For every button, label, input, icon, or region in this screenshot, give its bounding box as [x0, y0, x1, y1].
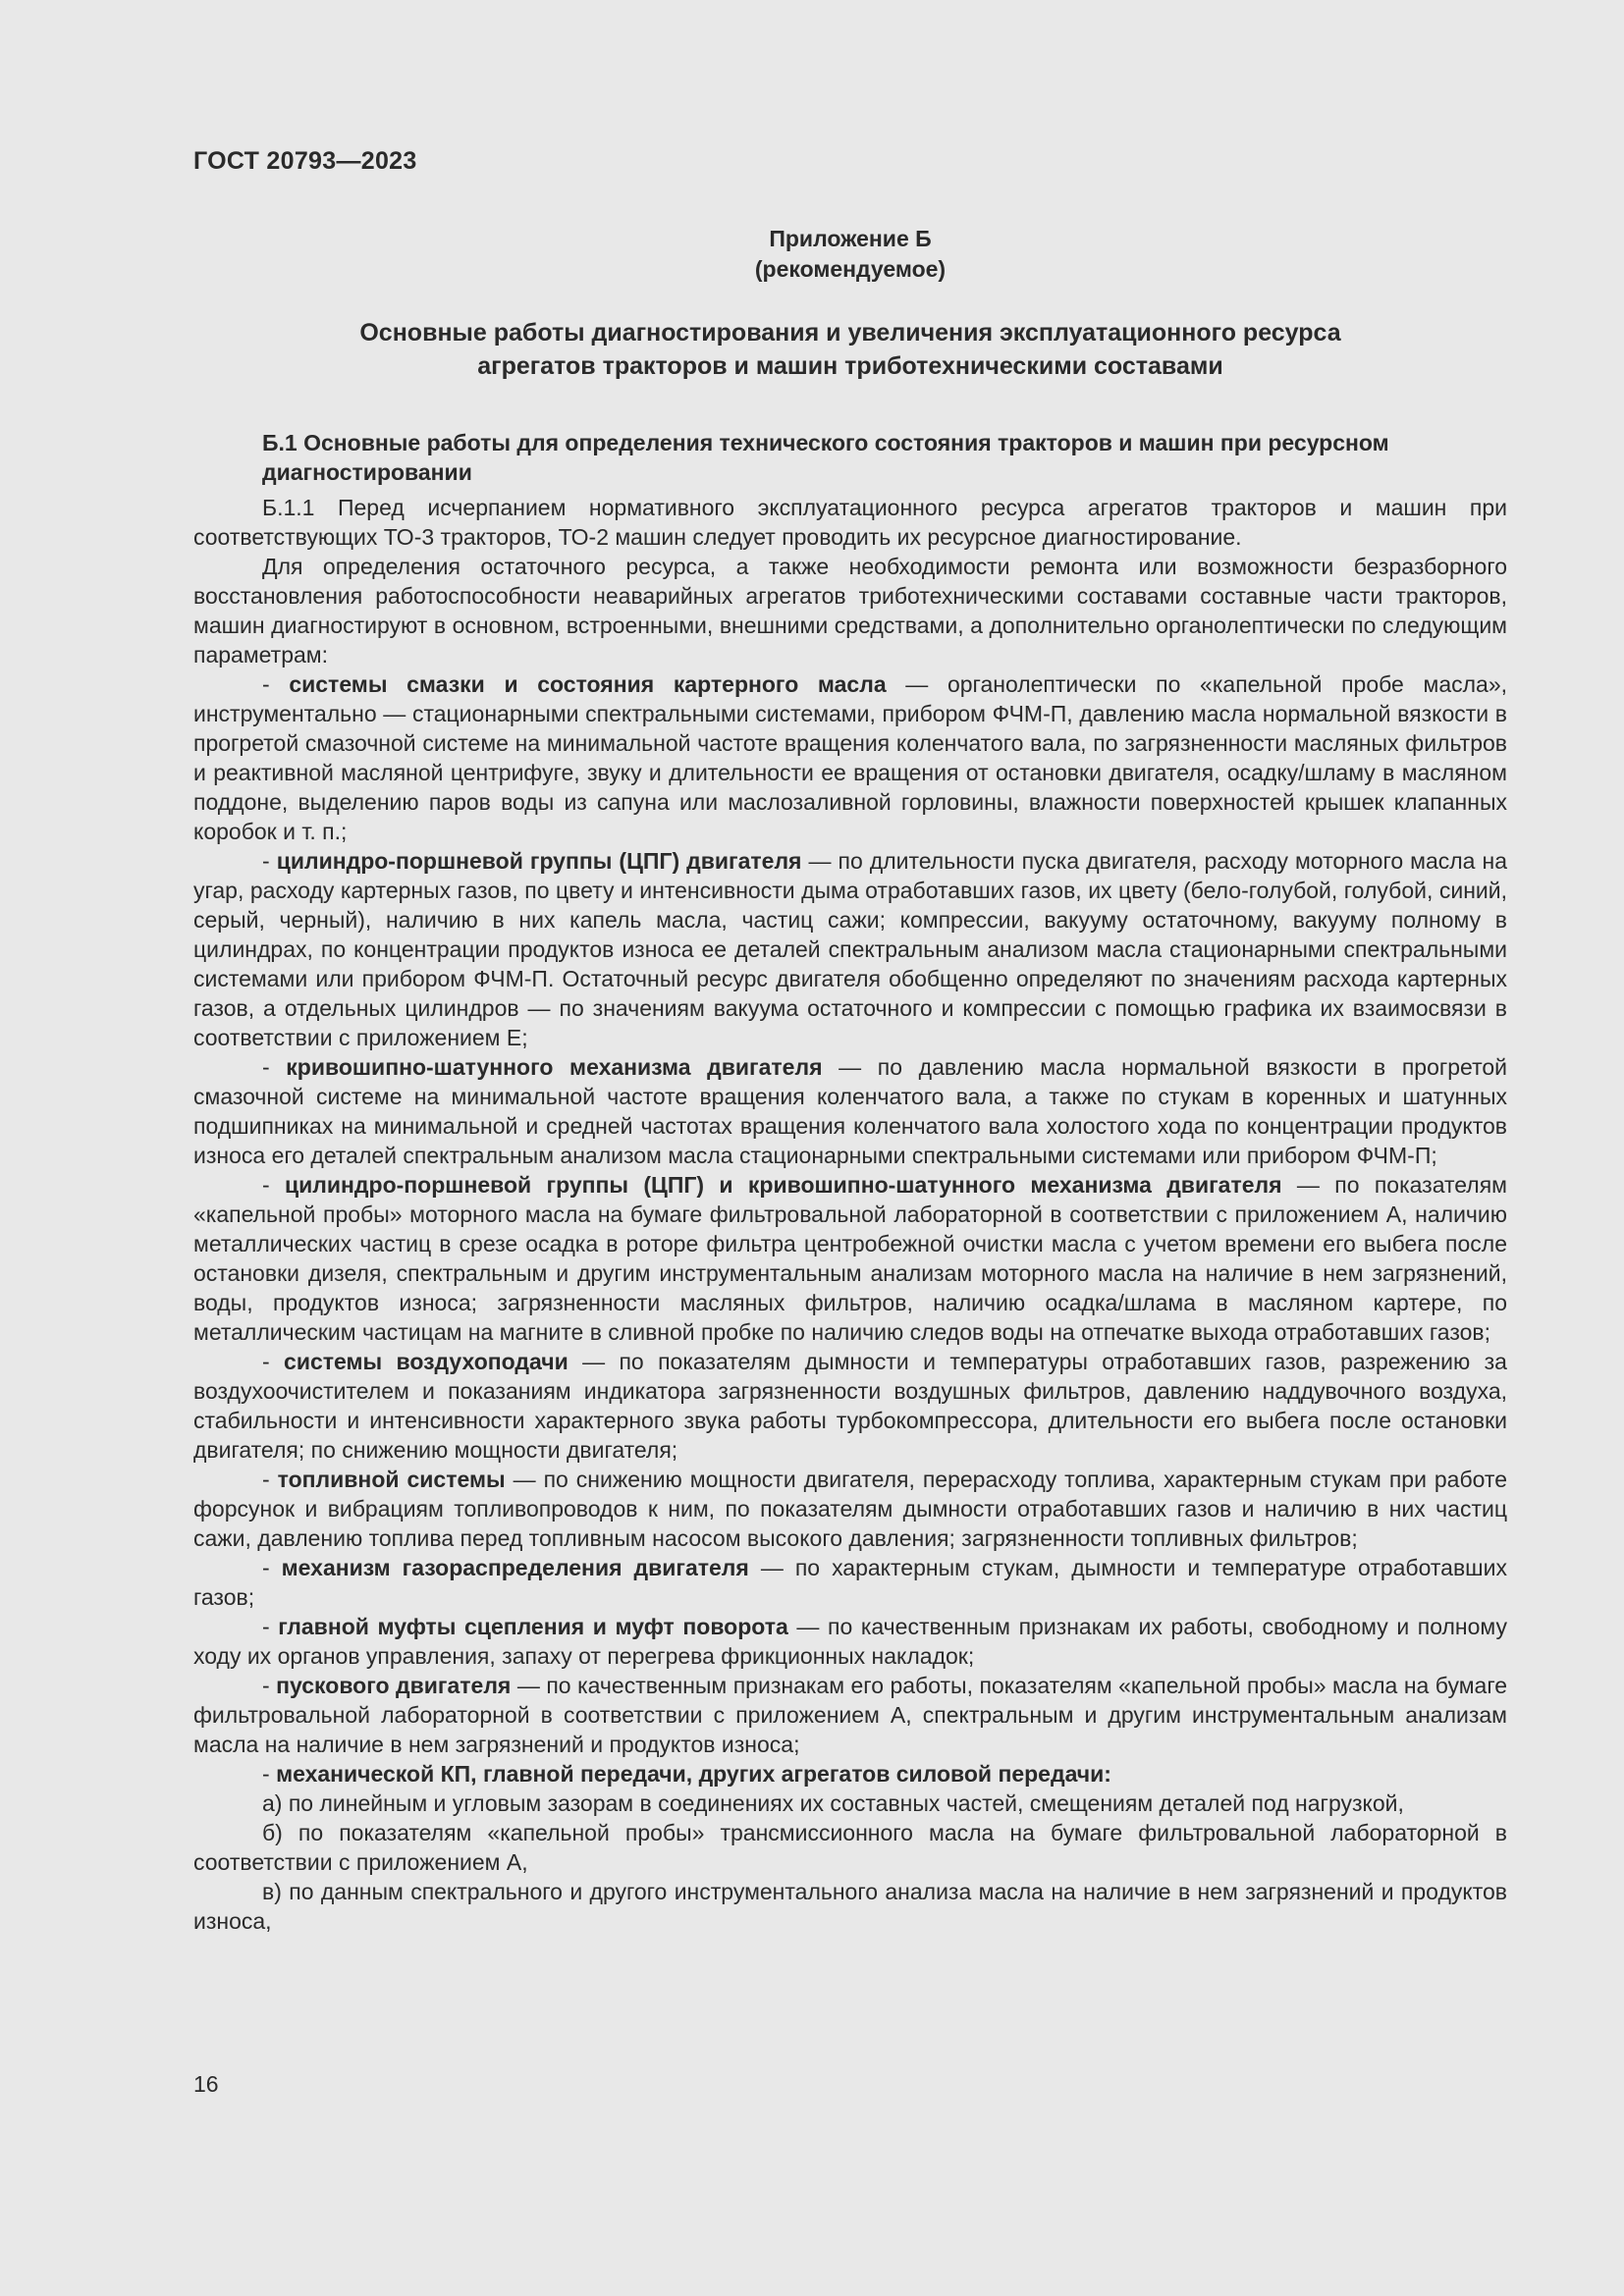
- list-item-term: топливной системы: [277, 1467, 506, 1492]
- list-item: - пускового двигателя — по качественным признакам его работы, показателям «капельной пробы» масла на бумаге фильтровальной лабораторной в соответствии с приложением А, спектральным и другим инструментальным анализам масла на наличие в нем загрязнений и продуктов износа;: [193, 1673, 1507, 1757]
- list-item-term: механизм газораспределения двигателя: [281, 1555, 749, 1580]
- appendix-block: [193, 224, 1507, 285]
- appendix-status: (рекомендуемое): [754, 256, 947, 282]
- list-item-term: пускового двигателя: [276, 1673, 512, 1698]
- page-number: 16: [193, 2071, 219, 2097]
- list-item-term: кривошипно-шатунного механизма двигателя: [286, 1054, 823, 1080]
- list-item-text: — по показателям «капельной пробы» моторного масла на бумаге фильтровальной лабораторной в соответствии с приложением А, наличию металлических частиц в срезе осадка в роторе фильтра центробежной очистки масла с учетом времени его выбега после остановки дизеля, спектральным и другим инструментальным анализам моторного масла на наличие в нем загрязнений, воды, продуктов износа; загрязненности масляных фильтров, наличию осадка/шлама в масляном картере, по металлическим частицам на магните в сливной пробке по наличию следов воды на отпечатке выхода отработавших газов;: [193, 1172, 1507, 1345]
- paragraph: Б.1.1 Перед исчерпанием нормативного эксплуатационного ресурса агрегатов тракторов и машин при соответствующих ТО-3 тракторов, ТО-2 машин следует проводить их ресурсное диагностирование.: [193, 495, 1507, 550]
- list-item-term: системы воздухоподачи: [284, 1349, 568, 1374]
- list-item-term: системы смазки и состояния картерного масла: [289, 671, 887, 697]
- list-item-text: — по качественным признакам его работы, показателям «капельной пробы» масла на бумаге фильтровальной лабораторной в соответствии с приложением А, спектральным и другим инструментальным анализам масла на наличие в нем загрязнений и продуктов износа;: [193, 1673, 1507, 1757]
- list-item-term: цилиндро-поршневой группы (ЦПГ) и кривошипно-шатунного механизма двигателя: [285, 1172, 1282, 1198]
- list-item-text: — по качественным признакам их работы, свободному и полному ходу их органов управления, запаху от перегрева фрикционных накладок;: [193, 1614, 1507, 1669]
- list-item: - системы смазки и состояния картерного масла — органолептически по «капельной пробе масла», инструментально — стационарными спектральными системами, прибором ФЧМ-П, давлению масла нормальной вязкости в прогретой смазочной системе на минимальной частоте вращения коленчатого вала, по загрязненности масляных фильтров и реактивной масляной центрифуге, звуку и длительности ее вращения от остановки двигателя, осадку/шламу в масляном поддоне, выделению паров воды из сапуна или маслозаливной горловины, влажности поверхностей крышек клапанных коробок и т. п.;: [193, 671, 1507, 844]
- main-title: [193, 316, 1507, 383]
- list-item-text: — по длительности пуска двигателя, расходу моторного масла на угар, расходу картерных газов, по цвету и интенсивности дыма отработавших газов, их цвету (бело-голубой, голубой, синий, серый, черный), наличию в них капель масла, частиц сажи; компрессии, вакууму остаточному, вакууму полному в цилиндрах, по концентрации продуктов износа ее деталей спектральным анализом масла стационарными спектральными системами или прибором ФЧМ-П. Остаточный ресурс двигателя обобщенно определяют по значениям расхода картерных газов, а отдельных цилиндров — по значениям вакуума остаточного и компрессии с помощью графика их взаимосвязи в соответствии с приложением Е;: [193, 848, 1507, 1050]
- list-item: - топливной системы — по снижению мощности двигателя, перерасходу топлива, характерным стукам при работе форсунок и вибрациям топливопроводов к ним, по показателям дымности отработавших газов и наличию в них частиц сажи, давлению топлива перед топливным насосом высокого давления; загрязненности топливных фильтров;: [193, 1467, 1507, 1551]
- list-item-term: цилиндро-поршневой группы (ЦПГ) двигателя: [276, 848, 802, 874]
- list-item: - цилиндро-поршневой группы (ЦПГ) и кривошипно-шатунного механизма двигателя — по показателям «капельной пробы» моторного масла на бумаге фильтровальной лабораторной в соответствии с приложением А, наличию металлических частиц в срезе осадка в роторе фильтра центробежной очистки масла с учетом времени его выбега после остановки дизеля, спектральным и другим инструментальным анализам моторного масла на наличие в нем загрязнений, воды, продуктов износа; загрязненности масляных фильтров, наличию осадка/шлама в масляном картере, по металлическим частицам на магните в сливной пробке по наличию следов воды на отпечатке выхода отработавших газов;: [193, 1172, 1507, 1345]
- main-title-line-1: Основные работы диагностирования и увеличения эксплуатационного ресурса: [359, 319, 1341, 347]
- main-title-line-2: агрегатов тракторов и машин триботехническими составами: [477, 352, 1223, 380]
- sub-item: б) по показателям «капельной пробы» трансмиссионного масла на бумаге фильтровальной лабораторной в соответствии с приложением А,: [193, 1820, 1507, 1875]
- sub-item: а) по линейным и угловым зазорам в соединениях их составных частей, смещениям деталей под нагрузкой,: [262, 1790, 1404, 1816]
- list-item-text: — органолептически по «капельной пробе масла», инструментально — стационарными спектральными системами, прибором ФЧМ-П, давлению масла нормальной вязкости в прогретой смазочной системе на минимальной частоте вращения коленчатого вала, по загрязненности масляных фильтров и реактивной масляной центрифуге, звуку и длительности ее вращения от остановки двигателя, осадку/шламу в масляном поддоне, выделению паров воды из сапуна или маслозаливной горловины, влажности поверхностей крышек клапанных коробок и т. п.;: [193, 671, 1507, 844]
- list-item: - механической КП, главной передачи, других агрегатов силовой передачи:: [262, 1761, 1111, 1787]
- list-item: - механизм газораспределения двигателя — по характерным стукам, дымности и температуре отработавших газов;: [193, 1555, 1507, 1610]
- list-item-text: — по показателям дымности и температуры отработавших газов, разрежению за воздухоочистителем и показаниям индикатора загрязненности воздушных фильтров, давлению наддувочного воздуха, стабильности и интенсивности характерного звука работы турбокомпрессора, длительности его выбега после остановки двигателя; по снижению мощности двигателя;: [193, 1349, 1507, 1463]
- section-heading: Б.1 Основные работы для определения технического состояния тракторов и машин при ресурсном диагностировании: [262, 430, 1389, 485]
- list-item-term: главной муфты сцепления и муфт поворота: [278, 1614, 788, 1639]
- list-item: - системы воздухоподачи — по показателям дымности и температуры отработавших газов, разрежению за воздухоочистителем и показаниям индикатора загрязненности воздушных фильтров, давлению наддувочного воздуха, стабильности и интенсивности характерного звука работы турбокомпрессора, длительности его выбега после остановки двигателя; по снижению мощности двигателя;: [193, 1349, 1507, 1463]
- appendix-title: Приложение Б: [769, 226, 932, 251]
- sub-item: в) по данным спектрального и другого инструментального анализа масла на наличие в нем загрязнений и продуктов износа,: [193, 1879, 1507, 1934]
- list-item: - цилиндро-поршневой группы (ЦПГ) двигателя — по длительности пуска двигателя, расходу моторного масла на угар, расходу картерных газов, по цвету и интенсивности дыма отработавших газов, их цвету (бело-голубой, голубой, синий, серый, черный), наличию в них капель масла, частиц сажи; компрессии, вакууму остаточному, вакууму полному в цилиндрах, по концентрации продуктов износа ее деталей спектральным анализом масла стационарными спектральными системами или прибором ФЧМ-П. Остаточный ресурс двигателя обобщенно определяют по значениям расхода картерных газов, а отдельных цилиндров — по значениям вакуума остаточного и компрессии с помощью графика их взаимосвязи в соответствии с приложением Е;: [193, 848, 1507, 1050]
- list-item-term: механической КП, главной передачи, других агрегатов силовой передачи:: [276, 1761, 1111, 1787]
- list-item: - кривошипно-шатунного механизма двигателя — по давлению масла нормальной вязкости в прогретой смазочной системе на минимальной частоте вращения коленчатого вала, а также по стукам в коренных и шатунных подшипниках на минимальной и средней частотах вращения коленчатого вала холостого хода по концентрации продуктов износа его деталей спектральным анализом масла стационарными спектральными системами или прибором ФЧМ-П;: [193, 1054, 1507, 1168]
- body-text: [193, 493, 1507, 1936]
- list-item: - главной муфты сцепления и муфт поворота — по качественным признакам их работы, свободному и полному ходу их органов управления, запаху от перегрева фрикционных накладок;: [193, 1614, 1507, 1669]
- list-item-text: — по давлению масла нормальной вязкости в прогретой смазочной системе на минимальной частоте вращения коленчатого вала, а также по стукам в коренных и шатунных подшипниках на минимальной и средней частотах вращения коленчатого вала холостого хода по концентрации продуктов износа его деталей спектральным анализом масла стационарными спектральными системами или прибором ФЧМ-П;: [193, 1054, 1507, 1168]
- paragraph: Для определения остаточного ресурса, а также необходимости ремонта или возможности безразборного восстановления работоспособности неаварийных агрегатов триботехническими составами составные части тракторов, машин диагностируют в основном, встроенными, внешними средствами, а дополнительно органолептически по следующим параметрам:: [193, 554, 1507, 667]
- list-item-text: — по снижению мощности двигателя, перерасходу топлива, характерным стукам при работе форсунок и вибрациям топливопроводов к ним, по показателям дымности отработавших газов и наличию в них частиц сажи, давлению топлива перед топливным насосом высокого давления; загрязненности топливных фильтров;: [193, 1467, 1507, 1551]
- list-item-text: — по характерным стукам, дымности и температуре отработавших газов;: [193, 1555, 1507, 1610]
- standard-header: ГОСТ 20793—2023: [193, 147, 417, 175]
